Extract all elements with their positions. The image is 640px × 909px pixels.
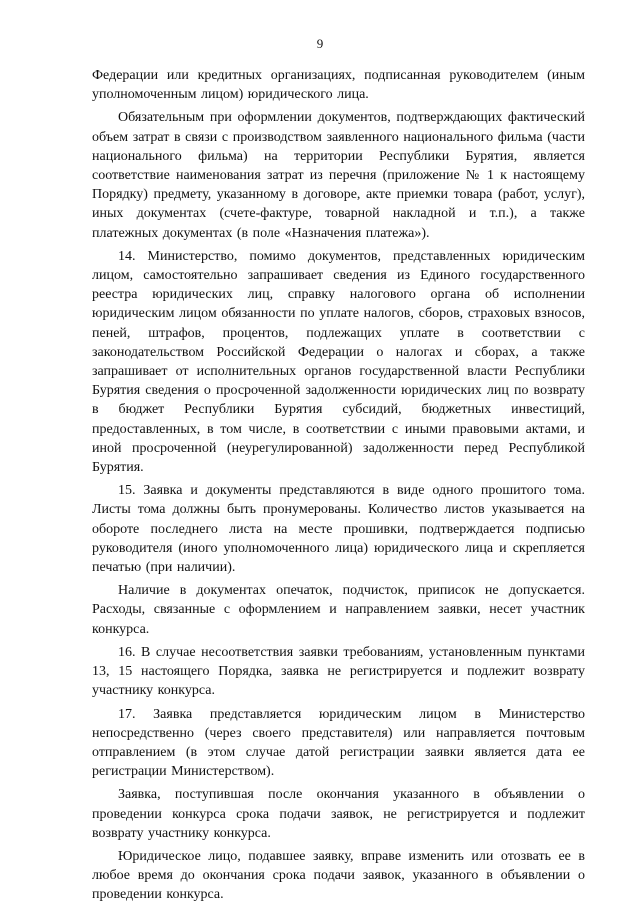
page-number: 9 xyxy=(316,36,324,51)
paragraph-corrections: Наличие в документах опечаток, подчисток, приписок не допускается. Расходы, связанные с оформлением и направлением заявки, несет участник конкурса. xyxy=(92,583,585,637)
paragraph-cost-documents: Обязательным при оформлении документов, подтверждающих фактический объем затрат в связи с производством заявленного национального фильма (части национального фильма) на территории Республики Бурятия, является соответствие наименования затрат из перечня (приложение № 1 к настоящему Порядку) предмету, указанному в договоре, акте приемки товара (работ, услуг), иных документах (счете-фактуре, товарной накладной и т.п.), а также платежных документах (в поле «Назначения платежа»). xyxy=(92,110,585,241)
paragraph-item-15: 15. Заявка и документы представляются в виде одного прошитого тома. Листы тома должны быть пронумерованы. Количество листов указывается на обороте последнего листа на месте прошивки, подтверждается подписью руководителя (иного уполномоченного лица) юридического лица и скрепляется печатью (при наличии). xyxy=(92,483,585,576)
paragraph-withdrawal: Юридическое лицо, подавшее заявку, вправе изменить или отозвать ее в любое время до окончания срока подачи заявок, указанного в объявлении о проведении конкурса. xyxy=(92,848,585,903)
paragraph-item-16: 16. В случае несоответствия заявки требованиям, установленным пунктами 13, 15 настоящего Порядка, заявка не регистрируется и подлежит возврату участнику конкурса. xyxy=(92,644,585,699)
paragraph-continuation: Федерации или кредитных организациях, подписанная руководителем (иным уполномоченным лицом) юридического лица. xyxy=(92,68,585,103)
document-body xyxy=(92,66,585,909)
paragraph-late-application: Заявка, поступившая после окончания указанного в объявлении о проведении конкурса срока подачи заявок, не регистрируется и подлежит возврату участнику конкурса. xyxy=(92,787,585,841)
paragraph-item-14: 14. Министерство, помимо документов, представленных юридическим лицом, самостоятельно запрашивает сведения из Единого государственного реестра юридических лиц, справку налогового органа об исполнении юридическим лицом обязанности по уплате налогов, сборов, страховых взносов, пеней, штрафов, процентов, подлежащих уплате в соответствии с законодательством Российской Федерации о налогах и сборах, а также запрашивает от исполнительных органов государственной власти Республики Бурятия сведения о просроченной задолженности юридических лиц по возврату в бюджет Республики Бурятия субсидий, бюджетных инвестиций, предоставленных, в том числе, в соответствии с иными правовыми актами, и иной просроченной (неурегулированной) задолженности перед Республикой Бурятия. xyxy=(92,248,585,476)
paragraph-item-17: 17. Заявка представляется юридическим лицом в Министерство непосредственно (через своего представителя) или направляется почтовым отправлением (в этом случае датой регистрации заявки является дата ее регистрации Министерством). xyxy=(92,706,585,780)
